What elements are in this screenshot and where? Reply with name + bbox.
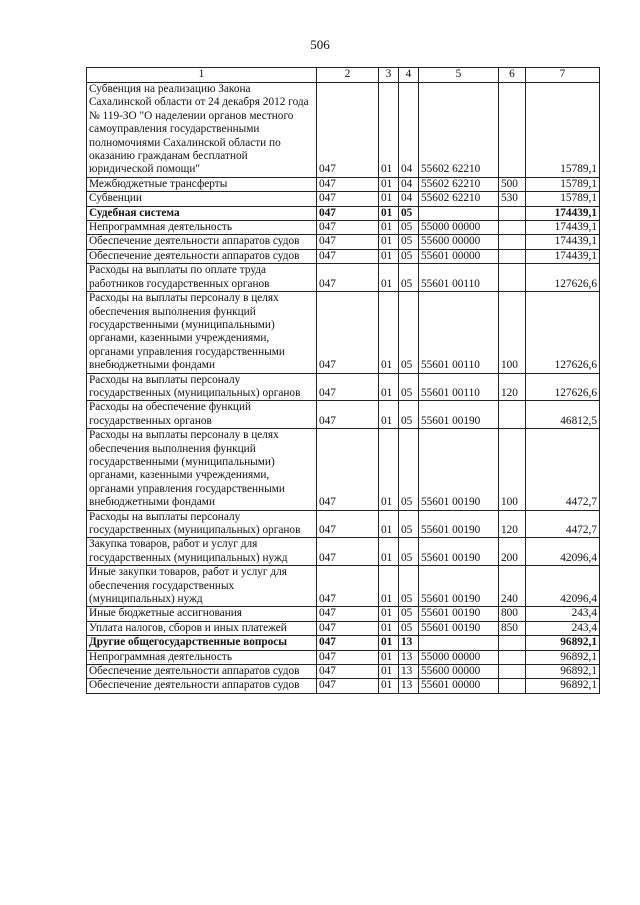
target-article-cell: 55601 00190 [419, 607, 499, 621]
admin-code-cell: 047 [317, 401, 379, 429]
table-row [87, 206, 600, 220]
subsection-code-cell: 05 [399, 401, 419, 429]
subsection-code-cell: 13 [399, 650, 419, 664]
section-code-cell: 01 [379, 292, 399, 373]
section-code-cell: 01 [379, 235, 399, 249]
subsection-code-cell: 13 [399, 665, 419, 679]
target-article-cell: 55602 62210 [419, 83, 499, 178]
admin-code-cell: 047 [317, 650, 379, 664]
section-code-cell: 01 [379, 221, 399, 235]
target-article-cell: 55601 00190 [419, 429, 499, 510]
expense-type-cell [499, 665, 526, 679]
row-name-cell: Обеспечение деятельности аппаратов судов [87, 679, 317, 693]
header-cell: 7 [526, 68, 600, 83]
subsection-code-cell: 05 [399, 538, 419, 566]
row-name-cell: Непрограммная деятельность [87, 221, 317, 235]
table-row [87, 249, 600, 263]
table-row [87, 373, 600, 401]
subsection-code-cell: 05 [399, 235, 419, 249]
subsection-code-cell: 05 [399, 429, 419, 510]
section-code-cell: 01 [379, 566, 399, 607]
expense-type-cell: 800 [499, 607, 526, 621]
expense-type-cell [499, 264, 526, 292]
row-name-cell: Расходы на выплаты персоналу в целях обеспечения выполнения функций государственными (муниципальными) органами, казенными учреждениями, органами управления государственными внебюджетными фондами [87, 292, 317, 373]
subsection-code-cell: 05 [399, 206, 419, 220]
admin-code-cell: 047 [317, 373, 379, 401]
page-number: 506 [310, 37, 330, 52]
expense-type-cell [499, 401, 526, 429]
row-name-cell: Субвенции [87, 192, 317, 206]
admin-code-cell: 047 [317, 621, 379, 635]
expense-type-cell: 850 [499, 621, 526, 635]
table-row [87, 235, 600, 249]
amount-cell: 42096,4 [526, 566, 600, 607]
row-name-cell: Обеспечение деятельности аппаратов судов [87, 249, 317, 263]
expense-type-cell [499, 636, 526, 650]
table-row [87, 621, 600, 635]
admin-code-cell: 047 [317, 83, 379, 178]
admin-code-cell: 047 [317, 607, 379, 621]
expense-type-cell: 120 [499, 373, 526, 401]
table-row [87, 401, 600, 429]
header-cell: 2 [317, 68, 379, 83]
row-name-cell: Обеспечение деятельности аппаратов судов [87, 665, 317, 679]
section-code-cell: 01 [379, 510, 399, 538]
section-code-cell: 01 [379, 249, 399, 263]
expense-type-cell [499, 650, 526, 664]
table-row [87, 636, 600, 650]
section-code-cell: 01 [379, 264, 399, 292]
amount-cell: 15789,1 [526, 83, 600, 178]
expense-type-cell: 200 [499, 538, 526, 566]
row-name-cell: Уплата налогов, сборов и иных платежей [87, 621, 317, 635]
table-row [87, 429, 600, 510]
amount-cell: 15789,1 [526, 192, 600, 206]
target-article-cell [419, 636, 499, 650]
subsection-code-cell: 05 [399, 510, 419, 538]
target-article-cell: 55601 00000 [419, 679, 499, 693]
row-name-cell: Иные бюджетные ассигнования [87, 607, 317, 621]
subsection-code-cell: 04 [399, 192, 419, 206]
target-article-cell: 55601 00190 [419, 538, 499, 566]
target-article-cell: 55601 00110 [419, 264, 499, 292]
budget-table [86, 67, 600, 694]
section-code-cell: 01 [379, 401, 399, 429]
expense-type-cell [499, 221, 526, 235]
row-name-cell: Расходы на выплаты по оплате труда работников государственных органов [87, 264, 317, 292]
header-cell: 1 [87, 68, 317, 83]
subsection-code-cell: 05 [399, 249, 419, 263]
subsection-code-cell: 04 [399, 177, 419, 191]
table-row [87, 83, 600, 178]
target-article-cell: 55601 00190 [419, 510, 499, 538]
header-cell: 5 [419, 68, 499, 83]
admin-code-cell: 047 [317, 292, 379, 373]
target-article-cell: 55000 00000 [419, 221, 499, 235]
amount-cell: 174439,1 [526, 221, 600, 235]
target-article-cell: 55600 00000 [419, 235, 499, 249]
admin-code-cell: 047 [317, 510, 379, 538]
amount-cell: 46812,5 [526, 401, 600, 429]
subsection-code-cell: 13 [399, 636, 419, 650]
section-code-cell: 01 [379, 636, 399, 650]
section-code-cell: 01 [379, 373, 399, 401]
row-name-cell: Иные закупки товаров, работ и услуг для обеспечения государственных (муниципальных) нужд [87, 566, 317, 607]
admin-code-cell: 047 [317, 221, 379, 235]
row-name-cell: Непрограммная деятельность [87, 650, 317, 664]
section-code-cell: 01 [379, 429, 399, 510]
expense-type-cell: 500 [499, 177, 526, 191]
row-name-cell: Расходы на выплаты персоналу в целях обеспечения выполнения функций государственными (муниципальными) органами, казенными учреждениями, органами управления государственными внебюджетными фондами [87, 429, 317, 510]
section-code-cell: 01 [379, 192, 399, 206]
row-name-cell: Расходы на выплаты персоналу государственных (муниципальных) органов [87, 373, 317, 401]
amount-cell: 4472,7 [526, 510, 600, 538]
amount-cell: 174439,1 [526, 235, 600, 249]
admin-code-cell: 047 [317, 636, 379, 650]
row-name-cell: Расходы на выплаты персоналу государственных (муниципальных) органов [87, 510, 317, 538]
expense-type-cell [499, 83, 526, 178]
admin-code-cell: 047 [317, 235, 379, 249]
budget-table-body [87, 68, 600, 694]
admin-code-cell: 047 [317, 679, 379, 693]
header-cell: 4 [399, 68, 419, 83]
table-row [87, 607, 600, 621]
target-article-cell: 55600 00000 [419, 665, 499, 679]
target-article-cell: 55601 00110 [419, 373, 499, 401]
expense-type-cell [499, 679, 526, 693]
header-cell: 6 [499, 68, 526, 83]
amount-cell: 42096,4 [526, 538, 600, 566]
section-code-cell: 01 [379, 650, 399, 664]
section-code-cell: 01 [379, 206, 399, 220]
amount-cell: 174439,1 [526, 206, 600, 220]
expense-type-cell: 240 [499, 566, 526, 607]
subsection-code-cell: 05 [399, 221, 419, 235]
amount-cell: 96892,1 [526, 650, 600, 664]
row-name-cell: Обеспечение деятельности аппаратов судов [87, 235, 317, 249]
expense-type-cell: 100 [499, 292, 526, 373]
target-article-cell: 55601 00190 [419, 621, 499, 635]
section-code-cell: 01 [379, 665, 399, 679]
target-article-cell: 55601 00190 [419, 401, 499, 429]
amount-cell: 96892,1 [526, 679, 600, 693]
expense-type-cell: 100 [499, 429, 526, 510]
row-name-cell: Судебная система [87, 206, 317, 220]
amount-cell: 96892,1 [526, 665, 600, 679]
table-row [87, 510, 600, 538]
row-name-cell: Субвенция на реализацию Закона Сахалинской области от 24 декабря 2012 года № 119-ЗО "О наделении органов местного самоуправления государственными полномочиями Сахалинской области по оказанию гражданам бесплатной юридической помощи" [87, 83, 317, 178]
section-code-cell: 01 [379, 621, 399, 635]
expense-type-cell [499, 235, 526, 249]
subsection-code-cell: 05 [399, 264, 419, 292]
amount-cell: 15789,1 [526, 177, 600, 191]
amount-cell: 127626,6 [526, 373, 600, 401]
table-row [87, 177, 600, 191]
admin-code-cell: 047 [317, 429, 379, 510]
subsection-code-cell: 05 [399, 566, 419, 607]
table-row [87, 665, 600, 679]
target-article-cell: 55602 62210 [419, 177, 499, 191]
amount-cell: 127626,6 [526, 292, 600, 373]
table-row [87, 538, 600, 566]
expense-type-cell [499, 206, 526, 220]
target-article-cell: 55000 00000 [419, 650, 499, 664]
table-row [87, 566, 600, 607]
admin-code-cell: 047 [317, 665, 379, 679]
section-code-cell: 01 [379, 83, 399, 178]
admin-code-cell: 047 [317, 249, 379, 263]
table-row [87, 192, 600, 206]
table-row [87, 264, 600, 292]
target-article-cell [419, 206, 499, 220]
target-article-cell: 55601 00190 [419, 566, 499, 607]
amount-cell: 243,4 [526, 621, 600, 635]
header-cell: 3 [379, 68, 399, 83]
admin-code-cell: 047 [317, 206, 379, 220]
admin-code-cell: 047 [317, 192, 379, 206]
section-code-cell: 01 [379, 607, 399, 621]
admin-code-cell: 047 [317, 264, 379, 292]
expense-type-cell: 120 [499, 510, 526, 538]
row-name-cell: Другие общегосударственные вопросы [87, 636, 317, 650]
subsection-code-cell: 05 [399, 607, 419, 621]
target-article-cell: 55602 62210 [419, 192, 499, 206]
section-code-cell: 01 [379, 679, 399, 693]
row-name-cell: Расходы на обеспечение функций государственных органов [87, 401, 317, 429]
target-article-cell: 55601 00000 [419, 249, 499, 263]
section-code-cell: 01 [379, 177, 399, 191]
table-row [87, 292, 600, 373]
amount-cell: 96892,1 [526, 636, 600, 650]
table-row [87, 650, 600, 664]
expense-type-cell: 530 [499, 192, 526, 206]
subsection-code-cell: 04 [399, 83, 419, 178]
table-header-row [87, 68, 600, 83]
expense-type-cell [499, 249, 526, 263]
section-code-cell: 01 [379, 538, 399, 566]
admin-code-cell: 047 [317, 538, 379, 566]
row-name-cell: Закупка товаров, работ и услуг для государственных (муниципальных) нужд [87, 538, 317, 566]
amount-cell: 4472,7 [526, 429, 600, 510]
subsection-code-cell: 13 [399, 679, 419, 693]
amount-cell: 243,4 [526, 607, 600, 621]
target-article-cell: 55601 00110 [419, 292, 499, 373]
table-row [87, 221, 600, 235]
subsection-code-cell: 05 [399, 292, 419, 373]
admin-code-cell: 047 [317, 177, 379, 191]
admin-code-cell: 047 [317, 566, 379, 607]
amount-cell: 174439,1 [526, 249, 600, 263]
table-row [87, 679, 600, 693]
subsection-code-cell: 05 [399, 621, 419, 635]
amount-cell: 127626,6 [526, 264, 600, 292]
subsection-code-cell: 05 [399, 373, 419, 401]
row-name-cell: Межбюджетные трансферты [87, 177, 317, 191]
